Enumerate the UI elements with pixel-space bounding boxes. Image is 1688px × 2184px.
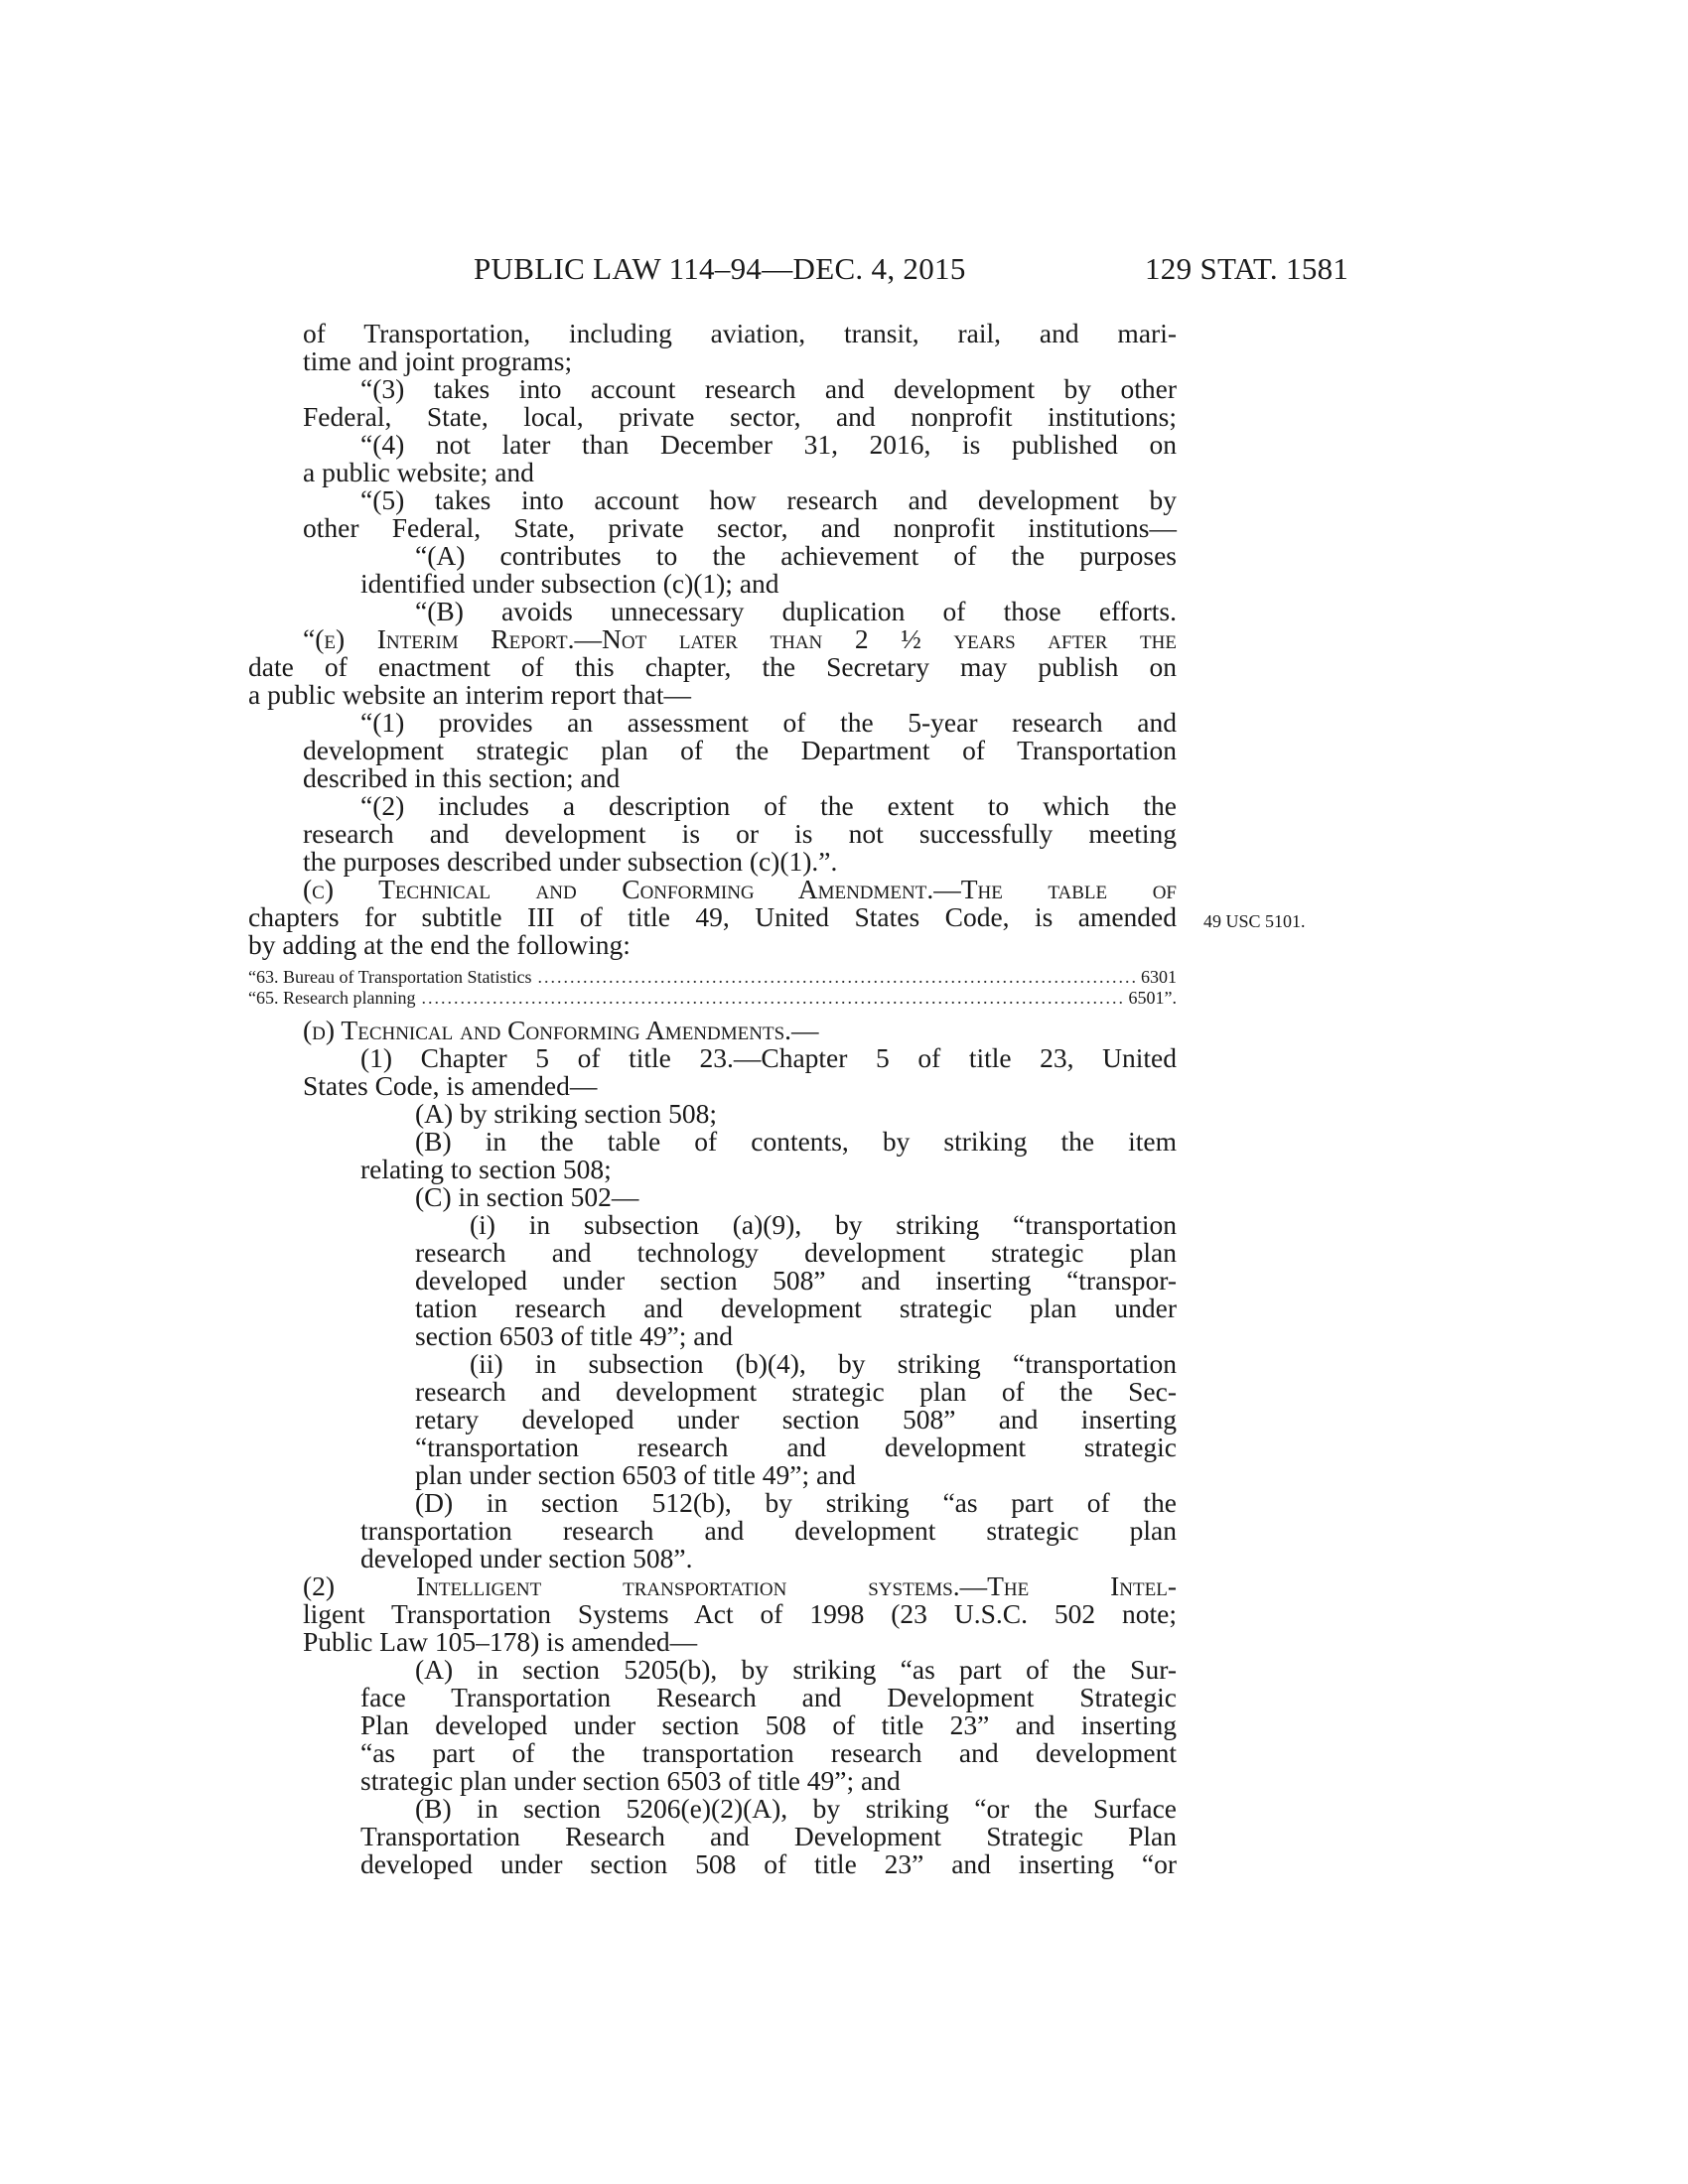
text-line: described in this section; and — [303, 762, 621, 793]
text-line: identified under subsection (c)(1); and — [360, 568, 779, 599]
text-line: “(5) takes into account how research and development by — [360, 484, 1177, 515]
margin-citation-note: 49 USC 5101. — [1203, 911, 1306, 931]
text-line: face Transportation Research and Development Strategic — [360, 1682, 1177, 1712]
text-line: retary developed under section 508” and inserting — [415, 1404, 1177, 1434]
text-line: “(e) Interim Report.—Not later than 2 ½ years after the — [303, 623, 1177, 654]
text-line: (D) in section 512(b), by striking “as part of the — [415, 1487, 1177, 1518]
running-header-title: PUBLIC LAW 114–94—DEC. 4, 2015 — [474, 251, 966, 286]
text-line: section 6503 of title 49”; and — [415, 1320, 733, 1351]
toc-entry — [248, 967, 1177, 988]
text-line: (C) in section 502— — [415, 1181, 639, 1212]
text-line: Transportation Research and Development Strategic Plan — [360, 1821, 1177, 1851]
text-line: a public website; and — [303, 457, 534, 487]
toc-leader-dots — [537, 967, 1135, 988]
text-line: (2) Intelligent transportation systems.—The Intel- — [303, 1570, 1177, 1601]
text-line: other Federal, State, private sector, and nonprofit institutions— — [303, 512, 1177, 543]
text-line: research and development strategic plan of the Sec- — [415, 1376, 1177, 1407]
toc-entry — [248, 988, 1177, 1009]
text-line: date of enactment of this chapter, the Secretary may publish on — [248, 651, 1177, 682]
text-line: developed under section 508” and inserting “transpor- — [415, 1265, 1177, 1296]
page-stat-citation: 129 STAT. 1581 — [1145, 251, 1349, 286]
text-line: developed under section 508 of title 23” and inserting “or — [360, 1848, 1177, 1879]
text-line: time and joint programs; — [303, 345, 573, 376]
text-line: development strategic plan of the Department of Transportation — [303, 735, 1177, 765]
toc-entry-page: 6501”. — [1128, 988, 1177, 1008]
text-line: (A) in section 5205(b), by striking “as part of the Sur- — [415, 1654, 1177, 1685]
text-line: “transportation research and development strategic — [415, 1432, 1177, 1462]
toc-entry-page: 6301 — [1141, 967, 1177, 987]
text-line: “(4) not later than December 31, 2016, is published on — [360, 429, 1177, 460]
text-line: (B) in section 5206(e)(2)(A), by striking “or the Surface — [415, 1793, 1177, 1824]
text-line: a public website an interim report that— — [248, 679, 691, 710]
text-line: (d) Technical and Conforming Amendments.— — [303, 1015, 819, 1045]
text-line: States Code, is amended— — [303, 1070, 598, 1101]
text-line: (1) Chapter 5 of title 23.—Chapter 5 of title 23, United — [360, 1042, 1177, 1073]
text-line: “(A) contributes to the achievement of the purposes — [415, 540, 1177, 571]
toc-entry-label: “63. Bureau of Transportation Statistics — [248, 967, 532, 987]
text-line: by adding at the end the following: — [248, 929, 631, 960]
toc-leader-dots — [421, 988, 1122, 1009]
toc-entry-label: “65. Research planning — [248, 988, 416, 1008]
text-line: the purposes described under subsection (c)(1).”. — [303, 846, 838, 877]
text-line: (ii) in subsection (b)(4), by striking “transportation — [470, 1348, 1177, 1379]
text-line: research and development is or is not successfully meeting — [303, 818, 1177, 849]
text-line: plan under section 6503 of title 49”; and — [415, 1459, 856, 1490]
body-text — [248, 318, 1177, 1879]
text-line: relating to section 508; — [360, 1154, 612, 1184]
text-line: (B) in the table of contents, by striking the item — [415, 1126, 1177, 1157]
text-line: tation research and development strategic plan under — [415, 1293, 1177, 1323]
text-line: “(2) includes a description of the extent to which the — [360, 790, 1177, 821]
text-line: of Transportation, including aviation, transit, rail, and mari- — [303, 318, 1177, 348]
text-line: research and technology development strategic plan — [415, 1237, 1177, 1268]
text-line: Federal, State, local, private sector, and nonprofit institutions; — [303, 401, 1177, 432]
text-line: “(B) avoids unnecessary duplication of those efforts. — [415, 596, 1177, 626]
text-line: (i) in subsection (a)(9), by striking “transportation — [470, 1209, 1177, 1240]
text-line: developed under section 508”. — [360, 1543, 693, 1573]
text-line: chapters for subtitle III of title 49, United States Code, is amended — [248, 901, 1177, 932]
text-line: Public Law 105–178) is amended— — [303, 1626, 698, 1657]
text-line: (A) by striking section 508; — [415, 1098, 717, 1129]
text-line: “(1) provides an assessment of the 5-year research and — [360, 707, 1177, 738]
text-line: “(3) takes into account research and development by other — [360, 373, 1177, 404]
text-line: “as part of the transportation research and development — [360, 1737, 1177, 1768]
text-line: Plan developed under section 508 of title 23” and inserting — [360, 1709, 1177, 1740]
text-line: strategic plan under section 6503 of title 49”; and — [360, 1765, 901, 1796]
text-line: (c) Technical and Conforming Amendment.—The table of — [303, 874, 1177, 904]
text-line: transportation research and development strategic plan — [360, 1515, 1177, 1546]
text-line: ligent Transportation Systems Act of 1998 (23 U.S.C. 502 note; — [303, 1598, 1177, 1629]
